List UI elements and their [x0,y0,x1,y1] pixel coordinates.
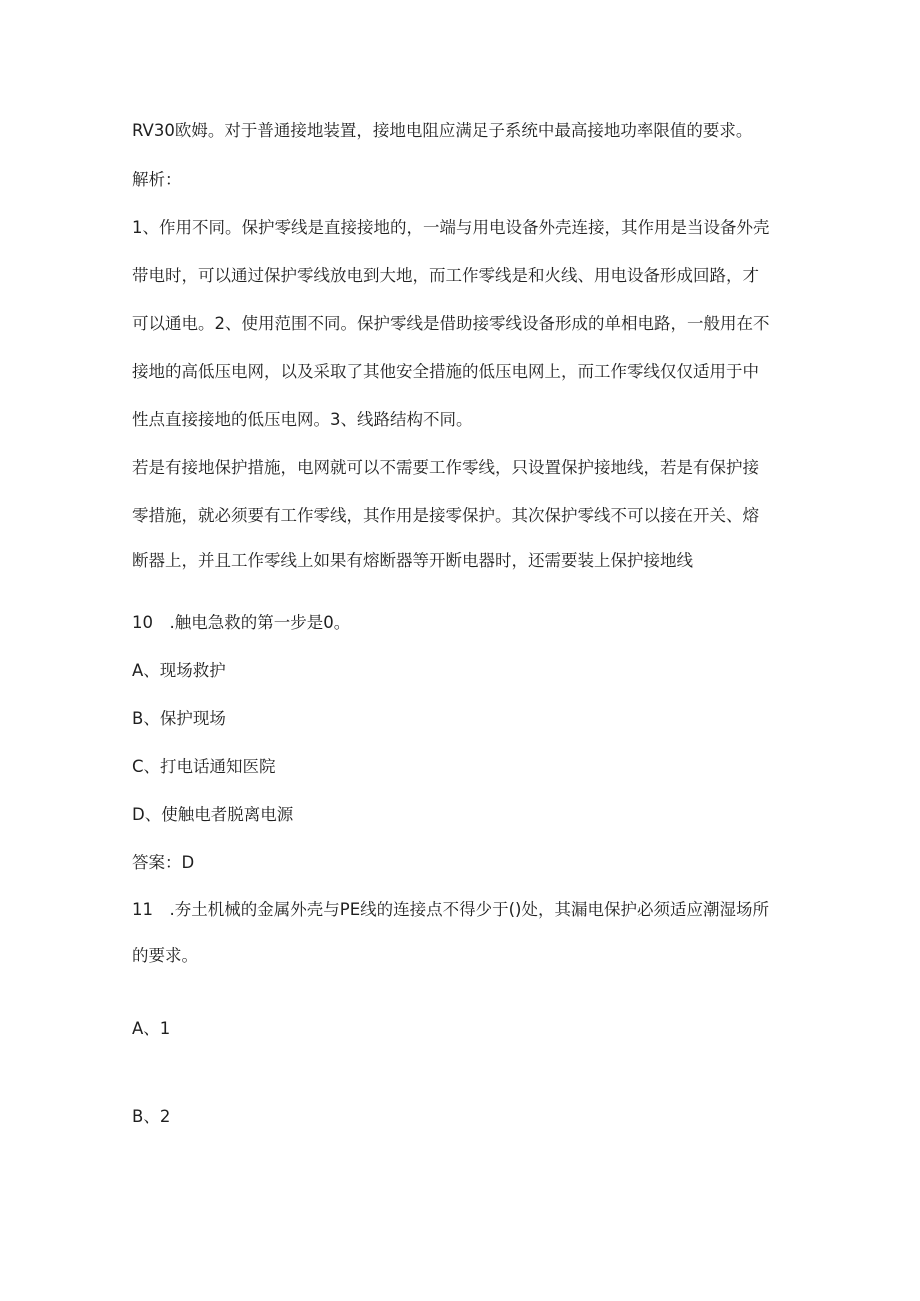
q11-option-a: A、1 [132,1019,171,1038]
text-line-analysis-4: 接地的高低压电网，以及采取了其他安全措施的低压电网上，而工作零线仅仅适用于中 [132,362,759,381]
q10-option-a: A、现场救护 [132,661,226,680]
q11-option-b: B、2 [132,1107,171,1126]
text-line-analysis-6: 若是有接地保护措施，电网就可以不需要工作零线，只设置保护接地线，若是有保护接 [132,458,759,477]
question-11: 11 .夯土机械的金属外壳与PE线的连接点不得少于()处，其漏电保护必须适应潮湿场所 [132,900,769,919]
text-line-analysis-3: 可以通电。2、使用范围不同。保护零线是借助接零线设备形成的单相电路，一般用在不 [132,314,770,333]
question-10: 10 .触电急救的第一步是0。 [132,613,351,632]
question-11-continued: 的要求。 [132,946,198,965]
text-line-analysis-heading: 解析： [132,170,182,189]
text-line-analysis-7: 零措施，就必须要有工作零线，其作用是接零保护。其次保护零线不可以接在开关、熔 [132,506,759,525]
text-line-analysis-2: 带电时，可以通过保护零线放电到大地，而工作零线是和火线、用电设备形成回路，才 [132,266,759,285]
q10-option-b: B、保护现场 [132,709,226,728]
text-line-analysis-8: 断器上，并且工作零线上如果有熔断器等开断电器时，还需要装上保护接地线 [132,551,693,570]
q10-answer: 答案：D [132,853,195,872]
q10-option-c: C、打电话通知医院 [132,757,276,776]
text-line-analysis-5: 性点直接接地的低压电网。3、线路结构不同。 [132,410,473,429]
text-line-answer-tail: RV30欧姆。对于普通接地装置，接地电阻应满足子系统中最高接地功率限值的要求。 [132,121,753,140]
text-line-analysis-1: 1、作用不同。保护零线是直接接地的，一端与用电设备外壳连接，其作用是当设备外壳 [132,218,770,237]
q10-option-d: D、使触电者脱离电源 [132,805,294,824]
